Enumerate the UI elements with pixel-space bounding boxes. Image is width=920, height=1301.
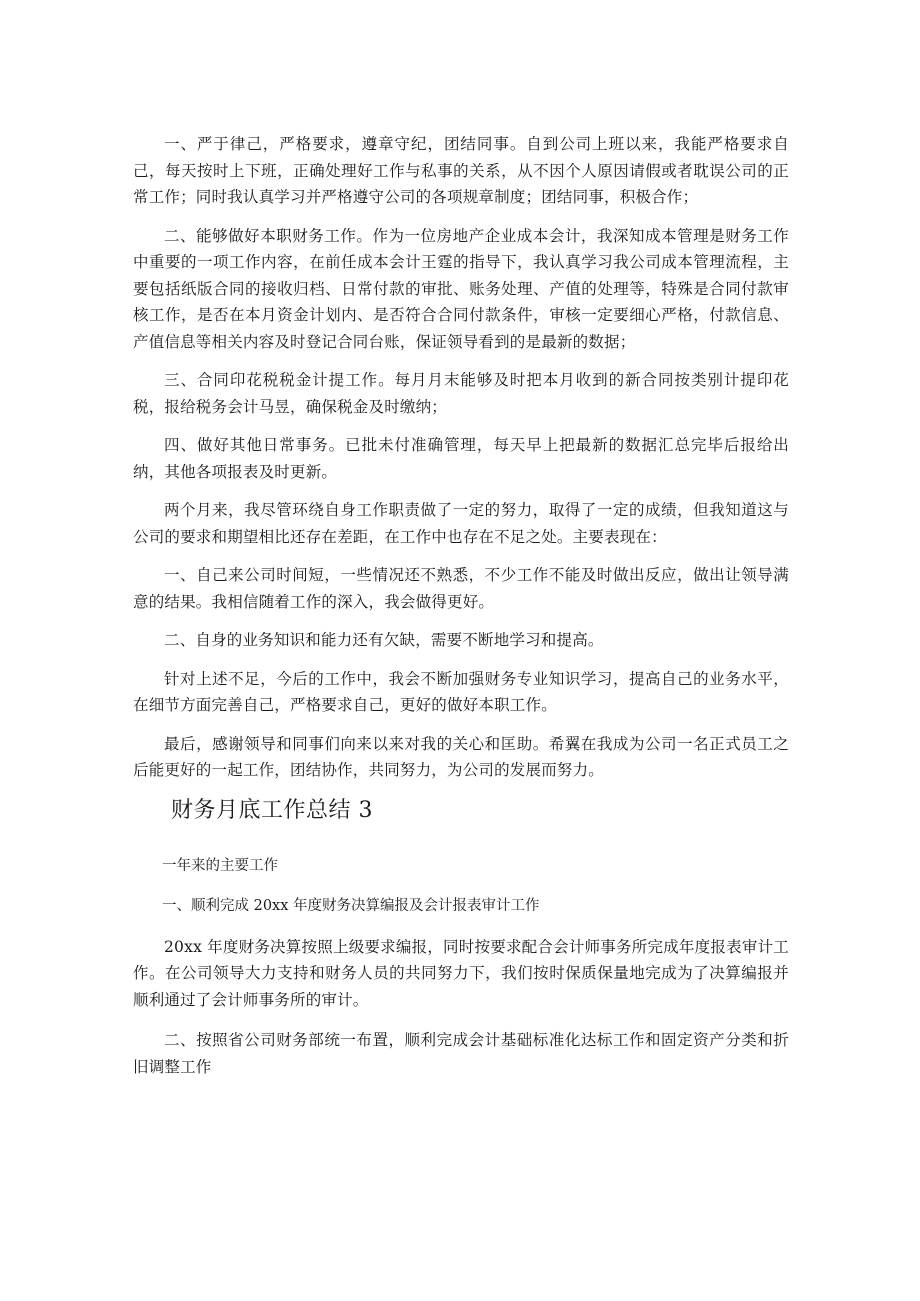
paragraph-stamp-tax: 三、合同印花税税金计提工作。每月月末能够及时把本月收到的新合同按类别计提印花税，报给税务会计马昱，确保税金及时缴纳； — [133, 371, 789, 416]
paragraph-finance-duties: 二、能够做好本职财务工作。作为一位房地产企业成本会计，我深知成本管理是财务工作中重要的一项工作内容，在前任成本会计王霆的指导下，我认真学习我公司成本管理流程，主要包括纸版合同的接收归档、日常付款的审批、账务处理、产值的处理等，特殊是合同付款审核工作，是否在本月资金计划内、是否符合合同付款条件，审核一定要细心严格，付款信息、产值信息等相关内容及时登记合同台账，保证领导看到的是最新的数据； — [133, 226, 789, 351]
paragraph-thanks: 最后，感谢领导和同事们向来以来对我的关心和匡助。希翼在我成为公司一名正式员工之后能更好的一起工作，团结协作，共同努力，为公司的发展而努力。 — [133, 734, 789, 779]
item2-title: 二、按照省公司财务部统一布置，顺利完成会计基础标准化达标工作和固定资产分类和折旧调整工作 — [133, 1031, 789, 1076]
paragraph-discipline: 一、严于律己，严格要求，遵章守纪，团结同事。自到公司上班以来，我能严格要求自己，每天按时上下班，正确处理好工作与私事的关系，从不因个人原因请假或者耽误公司的正常工作；同时我认真学习并严格遵守公司的各项规章制度；团结同事，积极合作； — [133, 135, 789, 206]
section-title: 财务月底工作总结 3 — [171, 797, 373, 823]
paragraph-daily-affairs: 四、做好其他日常事务。已批未付准确管理，每天早上把最新的数据汇总完毕后报给出纳，其他各项报表及时更新。 — [133, 436, 789, 481]
item1-body: 20xx 年度财务决算按照上级要求编报，同时按要求配合会计师事务所完成年度报表审计工作。在公司领导大力支持和财务人员的共同努力下，我们按时保质保量地完成为了决算编报并顺利通过了会计师事务所的审计。 — [133, 937, 789, 1009]
item1-title: 一、顺利完成 20xx 年度财务决算编报及会计报表审计工作 — [162, 897, 540, 914]
paragraph-shortcoming-2: 二、自身的业务知识和能力还有欠缺，需要不断地学习和提高。 — [164, 631, 604, 649]
paragraph-shortcoming-1: 一、自己来公司时间短，一些情况还不熟悉，不少工作不能及时做出反应，做出让领导满意的结果。我相信随着工作的深入，我会做得更好。 — [133, 566, 789, 611]
paragraph-two-months: 两个月来，我尽管环绕自身工作职责做了一定的努力，取得了一定的成绩，但我知道这与公司的要求和期望相比还存在差距，在工作中也存在不足之处。主要表现在： — [133, 501, 789, 546]
paragraph-improvement: 针对上述不足，今后的工作中，我会不断加强财务专业知识学习，提高自己的业务水平，在细节方面完善自己，严格要求自己，更好的做好本职工作。 — [133, 669, 789, 714]
document-body — [133, 131, 789, 1094]
section-subheading: 一年来的主要工作 — [162, 857, 278, 874]
